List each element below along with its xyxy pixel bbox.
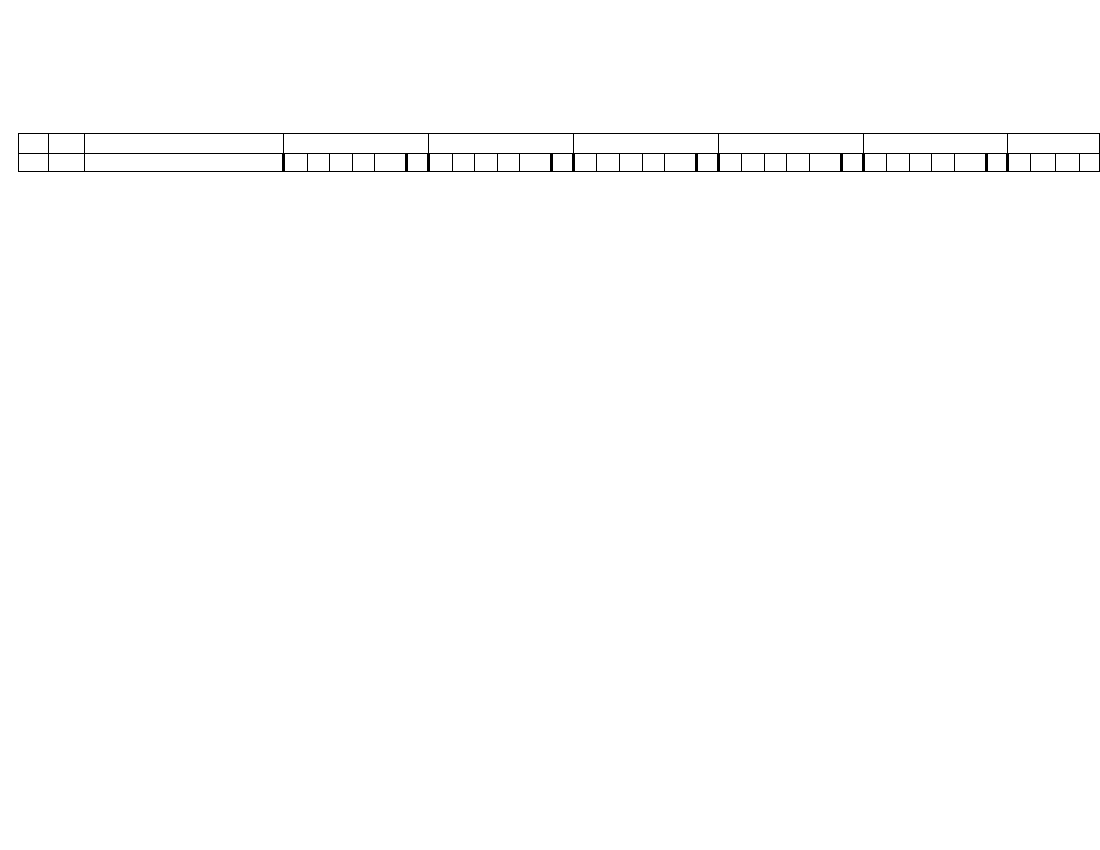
judge-header-3 [718,134,863,154]
col-mo [1008,154,1031,172]
col-sum [375,154,407,172]
results-table-container [18,133,1100,172]
col-dance2 [887,154,910,172]
col-place [19,154,49,172]
col-dance1 [863,154,887,172]
report-header [0,0,1100,118]
col-dance3 [475,154,498,172]
col-dance2 [452,154,475,172]
col-ord [407,154,429,172]
judge-header-2 [573,134,718,154]
requirement-item [14,28,34,42]
judge-header-4 [863,134,1008,154]
col-dance1 [429,154,453,172]
col-dance2 [742,154,765,172]
qualified-line [22,749,28,761]
col-name [85,154,284,172]
col-dance4 [352,154,375,172]
col-dance4 [642,154,665,172]
col-dance4 [497,154,520,172]
judge-header-0 [284,134,429,154]
spacer-cell [1008,134,1100,154]
col-dance2 [597,154,620,172]
judge-header-row [19,134,1100,154]
col-sum [954,154,986,172]
col-sum [809,154,841,172]
table-head [19,134,1100,172]
col-sum [520,154,552,172]
col-sum [665,154,697,172]
scorer-line [844,749,850,761]
col-dance1 [284,154,308,172]
col-dance4 [787,154,810,172]
col-dance3 [330,154,353,172]
col-ord [986,154,1008,172]
results-table [18,133,1100,172]
col-ord [841,154,863,172]
col-dance3 [620,154,643,172]
spacer-cell [19,134,49,154]
col-dance4 [932,154,955,172]
col-tmo [1031,154,1056,172]
col-so [1079,154,1099,172]
col-ord [697,154,719,172]
col-dance1 [718,154,742,172]
judge-header-1 [429,134,574,154]
spacer-cell [85,134,284,154]
col-dance3 [764,154,787,172]
requirement-item [14,41,34,55]
col-ord [552,154,574,172]
report-footer [18,749,1082,769]
spacer-cell [49,134,85,154]
printed-line [644,749,650,761]
column-header-row [19,154,1100,172]
col-rule [1056,154,1079,172]
col-cont [49,154,85,172]
title-block [0,18,1100,21]
col-dance3 [909,154,932,172]
col-dance1 [573,154,597,172]
col-dance2 [307,154,330,172]
